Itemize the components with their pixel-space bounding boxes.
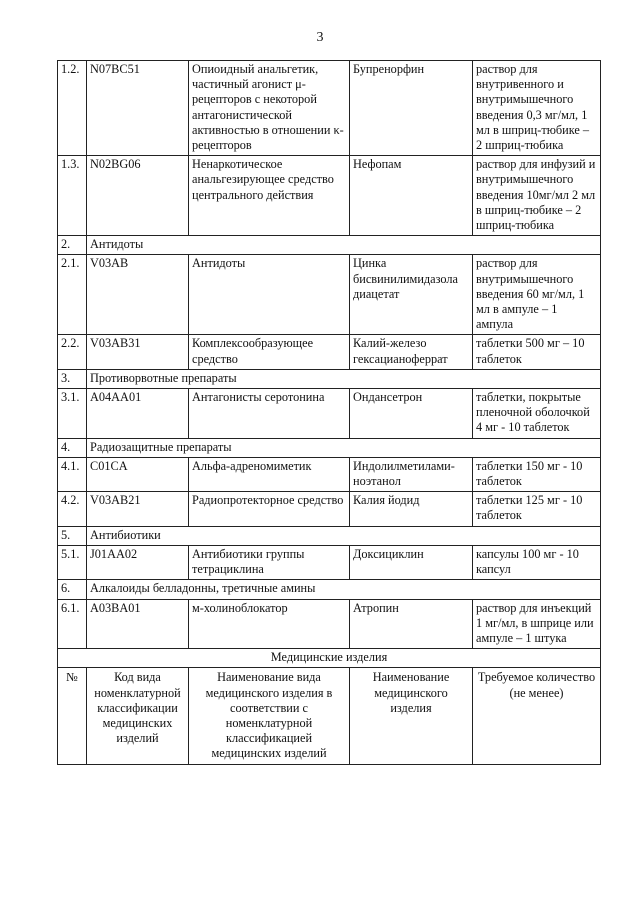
drug-name: Бупренорфин — [350, 61, 473, 156]
row-number: 1.3. — [58, 156, 87, 236]
section-number: 4. — [58, 438, 87, 457]
dosage-form: таблетки 125 мг - 10 таблеток — [473, 492, 601, 526]
pharmacological-group: м-холиноблокатор — [189, 599, 350, 649]
section-number: 6. — [58, 580, 87, 599]
drug-name: Индолилметилами-ноэтанол — [350, 457, 473, 491]
header-code: Код вида номенклатурной классификации медицинских изделий — [87, 668, 189, 764]
header-device-name: Наименование медицинского изделия — [350, 668, 473, 764]
dosage-form: таблетки, покрытые пленочной оболочкой 4 мг - 10 таблеток — [473, 389, 601, 439]
row-number: 4.1. — [58, 457, 87, 491]
medicine-row — [58, 457, 601, 491]
dosage-form: раствор для внутримышечного введения 60 мг/мл, 1 мл в ампуле – 1 ампула — [473, 255, 601, 335]
section-row — [58, 438, 601, 457]
section-number: 5. — [58, 526, 87, 545]
row-number: 2.2. — [58, 335, 87, 369]
atc-code: V03AB31 — [87, 335, 189, 369]
dosage-form: таблетки 500 мг – 10 таблеток — [473, 335, 601, 369]
devices-section-title: Медицинские изделия — [58, 649, 601, 668]
medicine-row — [58, 389, 601, 439]
atc-code: N07BC51 — [87, 61, 189, 156]
section-number: 2. — [58, 236, 87, 255]
section-row — [58, 580, 601, 599]
row-number: 6.1. — [58, 599, 87, 649]
pharmacological-group: Антидоты — [189, 255, 350, 335]
pharmacological-group: Опиоидный анальгетик, частичный агонист μ-рецепторов с некоторой антагонистической активностью в отношении κ-рецепторов — [189, 61, 350, 156]
row-number: 5.1. — [58, 545, 87, 579]
header-device-type: Наименование вида медицинского изделия в соответствии с номенклатурной классификацией медицинских изделий — [189, 668, 350, 764]
medicine-row — [58, 335, 601, 369]
drug-name: Атропин — [350, 599, 473, 649]
dosage-form: таблетки 150 мг - 10 таблеток — [473, 457, 601, 491]
section-title: Антидоты — [87, 236, 601, 255]
medicine-row — [58, 545, 601, 579]
drug-name: Цинка бисвинилимидазола диацетат — [350, 255, 473, 335]
section-row — [58, 526, 601, 545]
atc-code: V03AB — [87, 255, 189, 335]
medicine-row — [58, 255, 601, 335]
drug-name: Ондансетрон — [350, 389, 473, 439]
section-title: Противорвотные препараты — [87, 369, 601, 388]
page-number: 3 — [316, 30, 324, 45]
pharmacological-group: Комплексообразующее средство — [189, 335, 350, 369]
pharmacological-group: Антагонисты серотонина — [189, 389, 350, 439]
pharmacological-group: Радиопротекторное средство — [189, 492, 350, 526]
dosage-form: капсулы 100 мг - 10 капсул — [473, 545, 601, 579]
section-row — [58, 369, 601, 388]
row-number: 1.2. — [58, 61, 87, 156]
pharmacological-group: Альфа-адреномиметик — [189, 457, 350, 491]
table-body — [58, 61, 601, 765]
atc-code: A04AA01 — [87, 389, 189, 439]
section-title: Антибиотики — [87, 526, 601, 545]
pharmacological-group: Антибиотики группы тетрациклина — [189, 545, 350, 579]
medicine-row — [58, 61, 601, 156]
pharmacological-group: Ненаркотическое анальгезирующее средство центрального действия — [189, 156, 350, 236]
drug-name: Доксициклин — [350, 545, 473, 579]
medicine-row — [58, 599, 601, 649]
section-title: Алкалоиды белладонны, третичные амины — [87, 580, 601, 599]
drug-name: Калий-железо гексацианоферрат — [350, 335, 473, 369]
atc-code: V03AB21 — [87, 492, 189, 526]
atc-code: N02BG06 — [87, 156, 189, 236]
devices-header-row — [58, 668, 601, 764]
row-number: 2.1. — [58, 255, 87, 335]
dosage-form: раствор для внутривенного и внутримышечного введения 0,3 мг/мл, 1 мл в шприц-тюбике – 2 шприц-тюбика — [473, 61, 601, 156]
header-quantity: Требуемое количество (не менее) — [473, 668, 601, 764]
section-title: Радиозащитные препараты — [87, 438, 601, 457]
dosage-form: раствор для инъекций 1 мг/мл, в шприце или ампуле – 1 штука — [473, 599, 601, 649]
atc-code: A03BA01 — [87, 599, 189, 649]
row-number: 3.1. — [58, 389, 87, 439]
devices-title-row — [58, 649, 601, 668]
drug-name: Нефопам — [350, 156, 473, 236]
medicine-row — [58, 156, 601, 236]
dosage-form: раствор для инфузий и внутримышечного введения 10мг/мл 2 мл в шприц-тюбике – 2 шприц-тюбика — [473, 156, 601, 236]
header-num: № — [58, 668, 87, 764]
drug-name: Калия йодид — [350, 492, 473, 526]
medicines-table — [57, 60, 601, 765]
section-number: 3. — [58, 369, 87, 388]
medicine-row — [58, 492, 601, 526]
atc-code: C01CA — [87, 457, 189, 491]
atc-code: J01AA02 — [87, 545, 189, 579]
section-row — [58, 236, 601, 255]
row-number: 4.2. — [58, 492, 87, 526]
